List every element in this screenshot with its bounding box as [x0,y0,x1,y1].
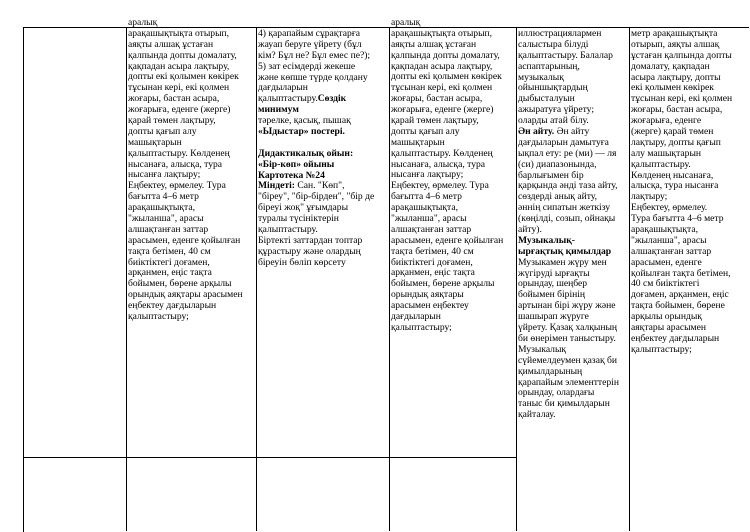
text-run: Көлденең нысанаға, [631,169,714,181]
text-run: арасымен еңбектеу [391,300,469,312]
text-run: иллюстрациялармен [518,29,602,39]
text-run: аспаптарының, [518,60,580,72]
text-run: отырып, аяқты алшақ [631,38,720,50]
table-cell-col2 [258,29,388,269]
text-run: машықтарын [391,136,445,148]
text-run: лақтыру; [631,191,668,203]
text-line [258,127,388,138]
text-run: алшақтанған заттар [391,223,472,235]
column-divider [516,27,517,531]
text-run: бойымен бірінің [518,289,586,301]
text-run: қалпында допты домалату, [391,49,500,61]
text-run: қарай төмен лақтыру, [128,115,216,127]
text-run: жүгіруді ырғақты [518,267,590,279]
bold-text-run: ырғақтық қимылдар [518,245,612,257]
text-run: қарапайым элементтерін [518,376,619,388]
text-run: жоғарыға, еденге (жерге) [391,104,494,116]
text-run: бағытта 4–6 метр [391,191,462,203]
bold-text-run: Міндеті: [258,180,295,192]
text-run: қалыптастыру; [391,321,452,333]
text-line [258,258,388,269]
text-run: 40 см биіктіктегі [631,278,700,290]
text-run: айту). [518,224,542,236]
text-run: жоғары, бастан асыра, [631,104,723,116]
text-run: тақта бетімен, 40 см [391,245,474,257]
text-run: орындық аяқтары [391,289,464,301]
text-run: арқанмен, еңіс тақта [128,267,212,279]
text-run: "біреу", "бір-бірден", "бір де [258,191,375,203]
text-run: жоғары, бастан асыра, [391,93,483,105]
text-run: Тура бағытта 4–6 метр [631,213,724,225]
text-run: нысанға лақтыру; [128,169,201,181]
text-run: аяқтары арасымен [631,322,707,334]
text-run: нысанаға, алысқа, тура [128,158,223,170]
text-run: бойымен, бөрене арқылы [391,278,495,290]
text-run: машықтарын [128,136,182,148]
text-run: екі қолымен көкірек [631,82,714,94]
text-run: метр арақашықтықта [631,29,718,39]
text-run: қимылдарының [518,365,583,377]
bold-text-run: «Бір-көп» ойыны [258,158,335,170]
text-run: еңбектеу дағдыларын [631,332,720,344]
text-run: сөздерді анық айту, [518,191,598,203]
text-run: тәрелке, қасық, пышақ [258,115,351,127]
text-line [631,345,748,356]
text-run: арақашықтықта, [391,202,458,214]
text-run: Еңбектеу, өрмелеу. [631,202,708,214]
text-run: тұсынан кері, екі қолмен [128,82,230,94]
text-run: алшақтанған заттар [128,223,209,235]
text-run: оларды атай білу. [518,115,589,127]
text-run: артынан бірі жүру және [518,300,616,312]
text-line [128,312,255,323]
text-run: орындау, олардағы [518,387,595,399]
bold-text-run: минимум [258,104,299,116]
table-cell-col5 [631,29,748,356]
text-run: қалыптастыру; [631,343,692,355]
text-run: арақашықтықта отырып, [128,27,230,39]
text-run: еңбектеу дағдыларын [128,300,217,312]
row-divider [389,457,516,458]
text-run: ажыратуға үйрету; [518,104,594,116]
text-run: арқанмен, еңіс тақта [391,267,475,279]
text-run: арасымен, еденге [631,256,702,268]
text-run: Музыкалық [518,343,567,355]
text-run: алшақтанған заттар [631,245,712,257]
text-run: қақпадан асыра лақтыру, [128,60,230,72]
text-run: ұстаған қалпында допты [631,49,732,61]
text-run: туралы түсініктерін [258,213,339,225]
text-run: (си) диапазонында, [518,158,597,170]
text-run: орындық аяқтары арасымен [128,289,243,301]
text-run: қалыптастыру. Көлденең [128,147,230,159]
text-run: қарай төмен лақтыру, [391,115,479,127]
text-run: тұсынан кері, екі қолмен [631,93,733,105]
bold-text-run: Сөздік [317,93,347,105]
text-run: (көңілді, созып, ойнақы [518,213,616,225]
text-run: қалыптастыру. Балалар [518,49,613,61]
text-run: арасымен, еденге қойылған [391,234,504,246]
text-run: барлығымен бір [518,169,584,181]
text-run: биіктіктегі доғамен, [128,256,210,268]
text-run: сүйемелдеумен қазақ би [518,354,618,366]
text-run: құрастыру және олардың [258,245,361,257]
text-run: "жыланша", арасы [128,213,204,225]
bold-text-run: Дидактикалық ойын: [258,147,354,159]
text-run: алу машықтарын [631,147,702,159]
text-run: арақашықтықта отырып, [391,27,493,39]
text-run: нысанаға, алысқа, тура [391,158,486,170]
column-divider [256,27,257,531]
text-run: доғамен, арқанмен, еңіс [631,289,729,301]
text-run: орындау, шеңбер [518,278,588,290]
text-run: Ән айту [554,126,590,138]
text-run: тақта бойымен, бөрене [631,300,725,312]
table-cell-col1 [128,18,255,323]
text-run: Еңбектеу, өрмелеу. Тура [128,180,226,192]
text-run: қарқында әнді таза айту, [518,180,618,192]
text-run: дыбысталуын [518,93,575,105]
row-divider [23,457,126,458]
text-run: қалпында допты домалату, [128,49,237,61]
text-run: лақтыру, допты қағып [631,136,721,148]
text-run: қалыптастыру. [258,93,318,105]
table-cell-col4 [518,29,628,421]
text-run: дағдыларын [258,82,308,94]
text-run: "жыланша", арасы [631,234,707,246]
text-run: допты қағып алу [391,125,460,137]
text-run: тұсынан кері, екі қолмен [391,82,493,94]
text-run: қалыптастыру. [631,158,691,170]
bold-text-run: Музыкалық- [518,234,575,246]
text-run: домалату, қақпадан [631,60,710,72]
column-divider [126,27,127,531]
text-run: қалыптастыру; [128,311,189,323]
text-run: қалыптастыру. Көлденең [391,147,493,159]
text-run: дағдыларын [391,311,441,323]
text-run: допты қағып алу [128,125,197,137]
text-run: ықпал ету: ре (ми) — ля [518,147,617,159]
text-run: арасымен, еденге қойылған [128,234,241,246]
text-run: аяқты алшақ ұстаған [391,38,477,50]
bold-text-run: Картотека №24 [258,169,325,181]
text-run: қайталау. [518,409,556,421]
text-run: Музыкамен жүру мен [518,256,607,268]
text-run: нысанға лақтыру; [391,169,464,181]
text-run: шашырап жүруге [518,311,589,323]
text-run: арақашықтықта, [631,224,698,236]
text-run: жоғарыға, еденге (жерге) [128,104,231,116]
text-run: әннің сипатын жеткізу [518,202,611,214]
bold-text-run: Ән айту. [518,126,555,138]
text-run: арқылы орындық [631,311,702,323]
text-run: аралық [391,18,421,28]
text-run: Сан. "Көп", [294,180,345,192]
row-divider [256,457,389,458]
row-divider [126,457,256,458]
text-run: 4) қарапайым сұрақтарға [258,29,361,39]
column-divider [389,27,390,531]
text-run: допты екі қолымен көкірек [128,71,239,83]
table-cell-col3 [391,18,515,334]
bold-text-run: «Ыдыстар» постері. [258,126,345,138]
text-run: жоғарыға, еденге [631,115,702,127]
text-run: біреуі жоқ" ұғымдары [258,202,349,214]
text-run: қойылған тақта бетімен, [631,267,731,279]
text-run: бағытта 4–6 метр [128,191,199,203]
text-run: музыкалық [518,71,564,83]
text-line [391,323,515,334]
text-run: би өнерімен таныстыру. [518,332,616,344]
text-run: тақта бетімен, 40 см [128,245,211,257]
text-run: кім? Бұл не? Бұл емес пе?); [258,49,371,61]
column-divider [629,27,630,531]
text-run: аяқты алшақ ұстаған [128,38,214,50]
text-line [518,410,628,421]
text-run: допты екі қолымен көкірек [391,71,502,83]
text-run: биіктіктегі доғамен, [391,256,473,268]
text-run: асыра лақтыру, допты [631,71,721,83]
text-run: бойымен, бөрене арқылы [128,278,232,290]
text-run: аралық [128,18,158,28]
text-run: біреуін бөліп көрсету [258,256,346,268]
text-run: арақашықтықта, [128,202,195,214]
text-run: ойыншықтардың [518,82,588,94]
text-run: Біртекті заттардан топтар [258,234,363,246]
text-run: және көпше түрде қолдану [258,71,368,83]
text-run: Еңбектеу, өрмелеу. Тура [391,180,489,192]
text-run: жауап беруге үйрету (бұл [258,38,362,50]
text-run: дағдыларын дамытуға [518,136,609,148]
text-run: "жыланша", арасы [391,213,467,225]
text-run: қақпадан асыра лақтыру, [391,60,493,72]
text-run: жоғары, бастан асыра, [128,93,220,105]
text-run: 5) зат есімдерді жекеше [258,60,356,72]
text-run: таныс би қимылдарын [518,398,610,410]
text-run: үйрету. Қазақ халқының [518,322,618,334]
text-run: салыстыра білуді [518,38,589,50]
text-run: алысқа, тура нысанға [631,180,719,192]
text-run: (жерге) қарай төмен [631,126,714,138]
text-run: қалыптастыру. [258,224,318,236]
